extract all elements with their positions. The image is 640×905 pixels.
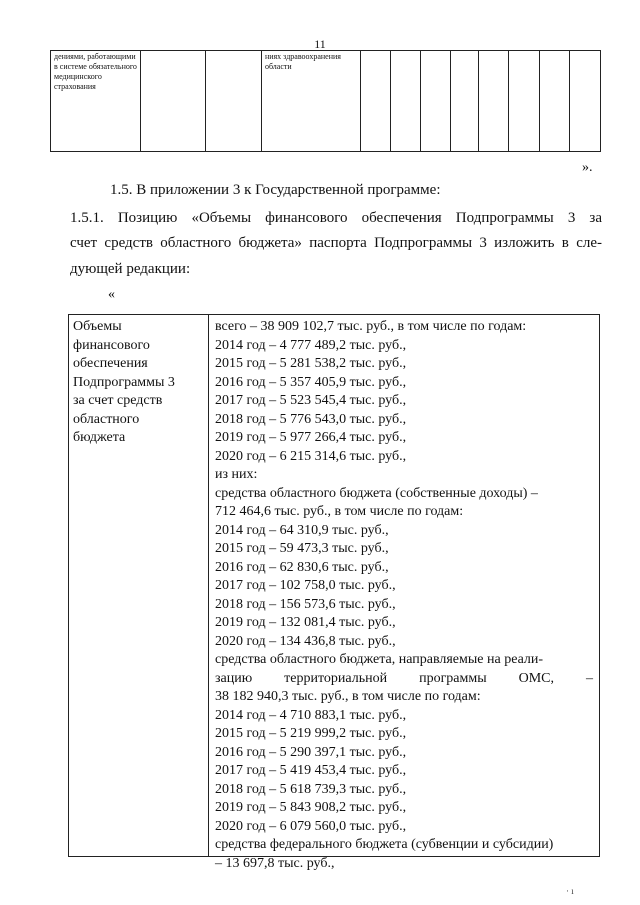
opening-quote: « [108, 287, 115, 302]
table-cell [479, 51, 509, 152]
funding-line: 2017 год – 102 758,0 тыс. руб., [215, 578, 396, 593]
funding-line: 2018 год – 156 573,6 тыс. руб., [215, 596, 396, 612]
funding-label: Объемы финансового обеспечения Подпрограммы 3 за счет средств областного бюджета [73, 319, 175, 445]
funding-line: 2014 год – 4 710 883,1 тыс. руб., [215, 707, 407, 723]
table-cell [509, 51, 539, 152]
table-cell [421, 51, 451, 152]
paragraph-section-title: 1.5. В приложении 3 к Государственной программе: [110, 182, 441, 198]
table-row [51, 51, 601, 152]
table-cell [205, 51, 261, 152]
funding-line: 2019 год – 5 977 266,4 тыс. руб., [215, 430, 407, 445]
funding-line: 2020 год – 6 079 560,0 тыс. руб., [215, 818, 407, 834]
table-cell [141, 51, 206, 152]
continued-table [50, 50, 601, 152]
funding-line: 2020 год – 6 215 314,6 тыс. руб., [215, 448, 407, 464]
funding-line: 2014 год – 64 310,9 тыс. руб., [215, 522, 389, 538]
funding-line: 2015 год – 5 281 538,2 тыс. руб., [215, 356, 407, 371]
table-cell [569, 51, 600, 152]
funding-line: 2014 год – 4 777 489,2 тыс. руб., [215, 337, 407, 353]
closing-quote: ». [582, 160, 593, 175]
paragraph-line-2: счет средств областного бюджета» паспорта Подпрограммы 3 изложить в сле- [70, 235, 602, 251]
page-number: 11 [314, 37, 326, 51]
funding-table-value-cell [209, 315, 599, 871]
funding-line: – 13 697,8 тыс. руб., [215, 855, 335, 871]
paragraph-line-1: 1.5.1. Позицию «Объемы финансового обеспечения Подпрограммы 3 за [70, 210, 602, 226]
funding-line: 2017 год – 5 419 453,4 тыс. руб., [215, 763, 407, 778]
page-mark: · ı [566, 886, 574, 896]
table-cell: дениями, работающими в системе обязательного медицинского страхования [51, 51, 141, 152]
funding-line: 2018 год – 5 618 739,3 тыс. руб., [215, 781, 407, 797]
funding-line: зацию территориальной программы ОМС, – [215, 670, 593, 686]
funding-line: 2018 год – 5 776 543,0 тыс. руб., [215, 411, 407, 427]
funding-line: 2020 год – 134 436,8 тыс. руб., [215, 633, 396, 649]
paragraph-line-3: дующей редакции: [70, 261, 191, 277]
funding-line: из них: [215, 467, 258, 482]
funding-line: средства областного бюджета, направляемые на реали- [215, 652, 544, 667]
funding-line: 2016 год – 62 830,6 тыс. руб., [215, 559, 389, 575]
funding-line: средства федерального бюджета (субвенции и субсидии) [215, 837, 554, 852]
funding-table [68, 314, 600, 871]
table-cell [360, 51, 390, 152]
table-cell [451, 51, 479, 152]
funding-line: средства областного бюджета (собственные доходы) – [215, 485, 538, 501]
funding-line: 38 182 940,3 тыс. руб., в том числе по годам: [215, 689, 481, 704]
funding-line: 2016 год – 5 357 405,9 тыс. руб., [215, 374, 407, 390]
table-cell: ниях здравоохранения области [261, 51, 360, 152]
funding-line: всего – 38 909 102,7 тыс. руб., в том числе по годам: [215, 319, 527, 334]
table-cell [539, 51, 569, 152]
funding-table-label-cell [69, 315, 209, 856]
table-cell [391, 51, 421, 152]
funding-line: 2017 год – 5 523 545,4 тыс. руб., [215, 393, 407, 408]
funding-line: 712 464,6 тыс. руб., в том числе по годам: [215, 504, 464, 519]
funding-line: 2019 год – 132 081,4 тыс. руб., [215, 615, 396, 630]
funding-line: 2016 год – 5 290 397,1 тыс. руб., [215, 744, 407, 760]
funding-line: 2019 год – 5 843 908,2 тыс. руб., [215, 800, 407, 815]
funding-line: 2015 год – 59 473,3 тыс. руб., [215, 541, 389, 556]
funding-line: 2015 год – 5 219 999,2 тыс. руб., [215, 726, 407, 741]
